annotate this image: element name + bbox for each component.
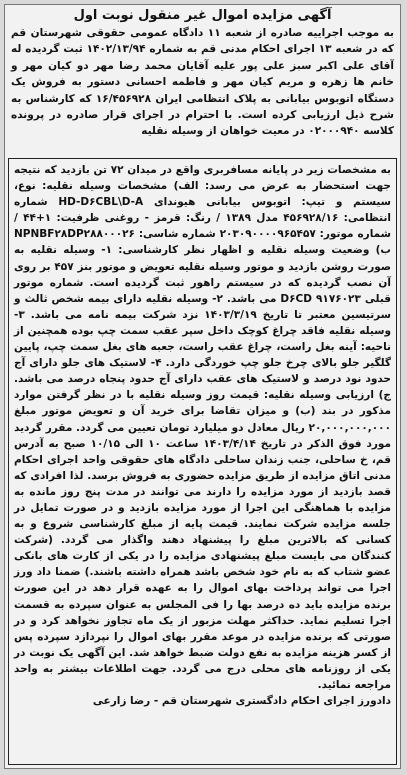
notice-intro: به موجب اجراییه صادره از شعبه ۱۱ دادگاه عمومی حقوقی شهرستان قم که در شعبه ۱۳ اجرای احکام مدنی قم به شماره ۱۴۰۲/۱۳/۹۴ ثبت گردیده له آقای علی اکبر سبز علی پور علیه آقایان محمد رضا مهر دو کیان مهر و خانم ها زهره و مریم کیان مهر و فاطمه احسانی دستور به فروش یک دستگاه اتوبوس بیابانی به پلاک انتظامی ایران ۱۶/۴۵۶۹۲۸ که کارشناس به شرح ذیل ارزیابی کرده است. با احترام در اجرای قرار صادره در پرونده کلاسه ۰۲۰۰۰۹۴۰ در معیت خواهان از وسیله نقلیه	[11, 27, 394, 138]
auction-notice	[4, 4, 401, 769]
notice-signature: دادورز اجرای احکام دادگستری شهرستان قم - رضا زارعی	[92, 695, 391, 708]
notice-body: به مشخصات زیر در پایانه مسافربری واقع در میدان ۷۲ تن بازدید که نتیجه جهت استحضار به عرض می رسد: الف) مشخصات وسیله نقلیه: نوع، سیستم و تیپ: اتوبوس بیابانی هیوندای HD-D۶CBL\D-A شماره انتظامی: ۴۵۶۹۲۸/۱۶ مدل ۱۳۸۹ / رنگ: قرمز - روغنی ظرفیت: ۱+۴۴ / شماره موتور: ۲۰۳۰۹۰۰۰۰۹۶۵۴۵۷ شماره شاسی: NPNBF۲۸DP۲۸۸۰۰۰۲۶ ب) وضعیت وسیله نقلیه و اظهار نظر کارشناسی: ۱- وسیله نقلیه به صورت روشن بازدید و موتور وسیله نقلیه تعویض و موتور بنز ۴۵۷ بر روی آن نصب گردیده که در سیستم راهور ثبت گردیده است. شماره موتور قبلی ۹۱۷۶۰۲۳ D۶CD می باشد. ۲- وسیله نقلیه دارای بیمه شخص ثالث و سرتیسین معتبر تا تاریخ ۱۴۰۳/۳/۱۹ نزد شرکت بیمه نامه می باشد. ۳- وسیله نقلیه فاقد چراغ کوچک داخل سپر عقب سمت چپ بوده همچنین از ناحیه: آینه بغل راست، چراغ عقب راست، جعبه های بغل سمت چپ، پایین گلگیر جلو بالای چرخ جلو چپ خوردگی دارد. ۴- لاستیک های جلو دارای آج حدود نود درصد و لاستیک های عقب دارای آج حدود پنجاه درصد می باشد. ج) ارزیابی وسیله نقلیه: قیمت روز وسیله نقلیه با در نظر گرفتن موارد مذکور در بند (ب) و میزان تقاضا برای خرید آن و تعویض موتور مبلغ ۲۰,۰۰۰,۰۰۰,۰۰۰ ریال معادل دو میلیارد تومان تعیین می گردد. مقرر گردید مورد فوق الذکر در تاریخ ۱۴۰۳/۴/۱۴ ساعت ۱۰ الی ۱۰/۱۵ صبح به آدرس قم، خ ساحلی، جنب زندان ساحلی دادگاه های حقوقی واحد اجرای احکام مدنی اتاق مزایده از طریق مزایده حضوری به فروش برسد. لذا افرادی که قصد بازدید از مورد مزایده را دارند می توانند در مدت پنج روز مانده به مزایده با هماهنگی این اجرا از مورد مزایده بازدید و در صورت تمایل در جلسه مزایده شرکت نمایند. قیمت پایه از مبلغ کارشناسی شروع و به کسانی که بالاترین مبلغ را پیشنهاد دهند واگذار می گردد. (شرکت کنندگان می بایست مبلغ پیشنهادی مزایده را در یکی از کارت های بانکی عضو شتاب که به نام خود شخص باشد همراه داشته باشند.) ضمنا داد ورز اجرا می تواند پرداخت بهای اموال را به عهده قرار دهد در این صورت برنده مزایده باید ده درصد بها را فی المجلس به عنوان سپرده به قسمت اجرا تسلیم نماید. حداکثر مهلت مزبور از یک ماه تجاوز نخواهد کرد و در صورتی که برنده مزایده در موعد مقرر بهای اموال را نپردازد سپرده پس از کسر هزینه مزایده به نفع دولت ضبط خواهد شد. این آگهی یک نوبت در یکی از روزنامه های محلی درج می گردد. جهت اطلاعات بیشتر به واحد مراجعه نمائید.	[14, 164, 391, 691]
notice-details-box	[8, 158, 397, 765]
notice-title: آگهی مزایده اموال غیر منقول نوبت اول	[73, 8, 332, 23]
